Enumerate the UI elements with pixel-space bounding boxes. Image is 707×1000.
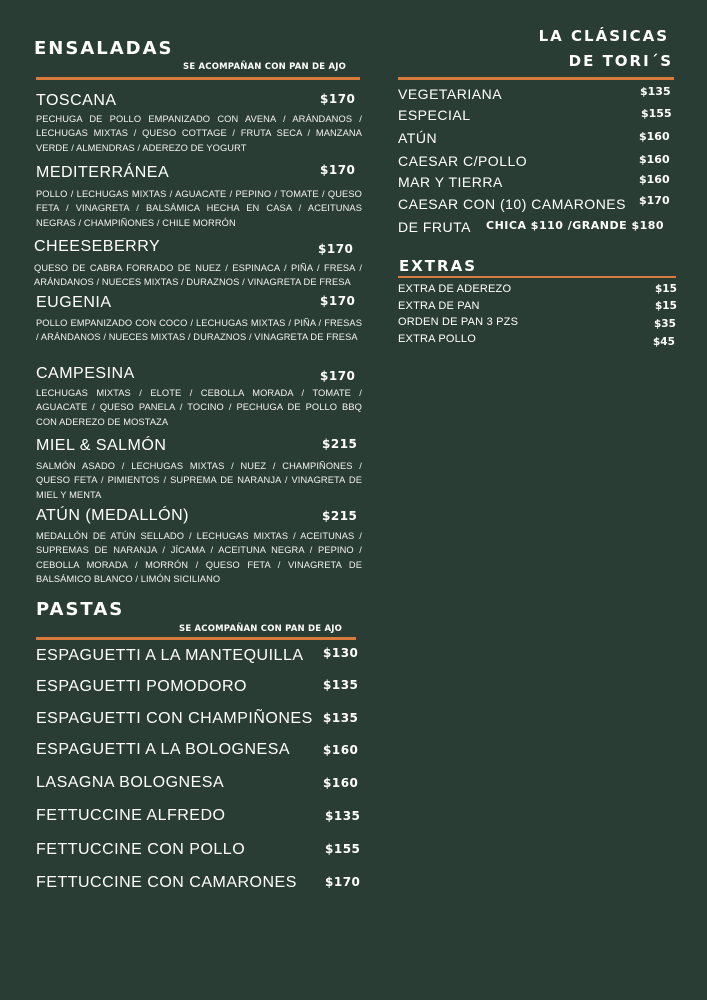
pasta-price: $155 [325,842,361,856]
pasta-price: $160 [323,776,359,790]
pastas-note: SE ACOMPAÑAN CON PAN DE AJO [179,624,343,634]
clasica-name: DE FRUTA [398,219,471,235]
extra-price: $15 [655,300,677,312]
clasica-name: MAR Y TIERRA [398,174,503,190]
pasta-name: FETTUCCINE CON CAMARONES [36,874,297,891]
salad-name: EUGENIA [36,294,112,311]
extras-title: EXTRAS [399,257,478,275]
clasica-price: $160 [639,173,670,186]
pasta-price: $135 [325,809,361,823]
salad-price: $170 [320,294,356,308]
pasta-price: $170 [325,875,361,889]
clasica-price: $160 [639,153,670,166]
clasica-name: CAESAR C/POLLO [398,153,528,169]
salad-description: LECHUGAS MIXTAS / ELOTE / CEBOLLA MORADA / TOMATE / AGUACATE / QUESO PANELA / TOCINO / PECHUGA DE POLLO BBQ CON ADEREZO DE MOSTAZA [36,388,362,427]
clasica-name: CAESAR CON (10) CAMARONES [398,196,626,212]
salad-name: CHEESEBERRY [34,238,161,255]
ensaladas-divider [36,77,360,80]
salad-price: $170 [320,163,356,177]
salad-name: ATÚN (MEDALLÓN) [36,507,189,524]
pasta-price: $130 [323,646,359,660]
clasica-name: ESPECIAL [398,107,471,123]
pasta-name: ESPAGUETTI A LA BOLOGNESA [36,741,291,758]
extra-price: $45 [653,336,675,348]
salad-name: MEDITERRÁNEA [36,164,170,181]
pasta-name: ESPAGUETTI A LA MANTEQUILLA [36,647,304,664]
clasica-name: VEGETARIANA [398,86,503,102]
salad-price: $170 [318,242,354,256]
extra-name: EXTRA DE PAN [398,300,480,312]
clasica-price: CHICA $110 /GRANDE $180 [486,219,665,232]
salad-name: TOSCANA [36,92,117,109]
salad-description: POLLO / LECHUGAS MIXTAS / AGUACATE / PEPINO / TOMATE / QUESO FETA / VINAGRETA / BALSÁMICA HECHA EN CASA / ACEITUNAS NEGRAS / CHAMPIÑONES / CHILE MORRÓN [36,189,362,228]
clasicas-divider [398,77,674,80]
salad-price: $215 [322,437,358,451]
salad-description: MEDALLÓN DE ATÚN SELLADO / LECHUGAS MIXTAS / ACEITUNAS / SUPREMAS DE NARANJA / JÍCAMA / ACEITUNA NEGRA / PEPINO / CEBOLLA MORADA / MORRÓN / QUESO FETA / VINAGRETA DE BALSÁMICO BLANCO / LIMÓN SICILIANO [36,531,362,584]
pasta-name: FETTUCCINE CON POLLO [36,841,246,858]
extra-name: EXTRA POLLO [398,333,477,345]
clasicas-title-line1: LA CLÁSICAS [538,27,669,45]
pasta-name: LASAGNA BOLOGNESA [36,774,225,791]
pasta-price: $160 [323,743,359,757]
pastas-divider [36,637,356,640]
salad-description: POLLO EMPANIZADO CON COCO / LECHUGAS MIXTAS / PIÑA / FRESAS / ARÁNDANOS / NUECES MIXTAS / DURAZNOS / VINAGRETA DE FRESA [36,318,362,343]
salad-name: CAMPESINA [36,365,135,382]
clasica-price: $160 [639,130,670,143]
extra-price: $35 [654,318,676,330]
pasta-price: $135 [323,711,359,725]
clasica-price: $155 [641,107,672,120]
extra-name: ORDEN DE PAN 3 PZS [398,316,519,328]
salad-description: PECHUGA DE POLLO EMPANIZADO CON AVENA / ARÁNDANOS / LECHUGAS MIXTAS / QUESO COTTAGE / FRUTA SECA / MANZANA VERDE / ALMENDRAS / ADEREZO DE YOGURT [36,114,362,153]
salad-price: $170 [320,92,356,106]
salad-name: MIEL & SALMÓN [36,437,167,454]
clasica-name: ATÚN [398,130,438,146]
extras-divider [398,276,676,278]
clasica-price: $170 [639,194,670,207]
pasta-name: FETTUCCINE ALFREDO [36,807,226,824]
pasta-name: ESPAGUETTI POMODORO [36,678,247,695]
clasicas-title-line2: DE TORI´S [568,52,673,70]
pasta-name: ESPAGUETTI CON CHAMPIÑONES [36,710,313,727]
ensaladas-note: SE ACOMPAÑAN CON PAN DE AJO [183,62,347,72]
salad-description: SALMÓN ASADO / LECHUGAS MIXTAS / NUEZ / CHAMPIÑONES / QUESO FETA / PIMIENTOS / SUPREMA DE NARANJA / VINAGRETA DE MIEL Y MENTA [36,461,362,500]
clasica-price: $135 [640,85,671,98]
ensaladas-title: ENSALADAS [34,38,174,59]
extra-price: $15 [655,283,677,295]
pastas-title: PASTAS [36,599,125,620]
salad-description: QUESO DE CABRA FORRADO DE NUEZ / ESPINACA / PIÑA / FRESA / ARÁNDANOS / NUECES MIXTAS / DURAZNOS / VINAGRETA DE FRESA [34,263,362,288]
pasta-price: $135 [323,678,359,692]
salad-price: $170 [320,369,356,383]
extra-name: EXTRA DE ADEREZO [398,283,512,295]
salad-price: $215 [322,509,358,523]
